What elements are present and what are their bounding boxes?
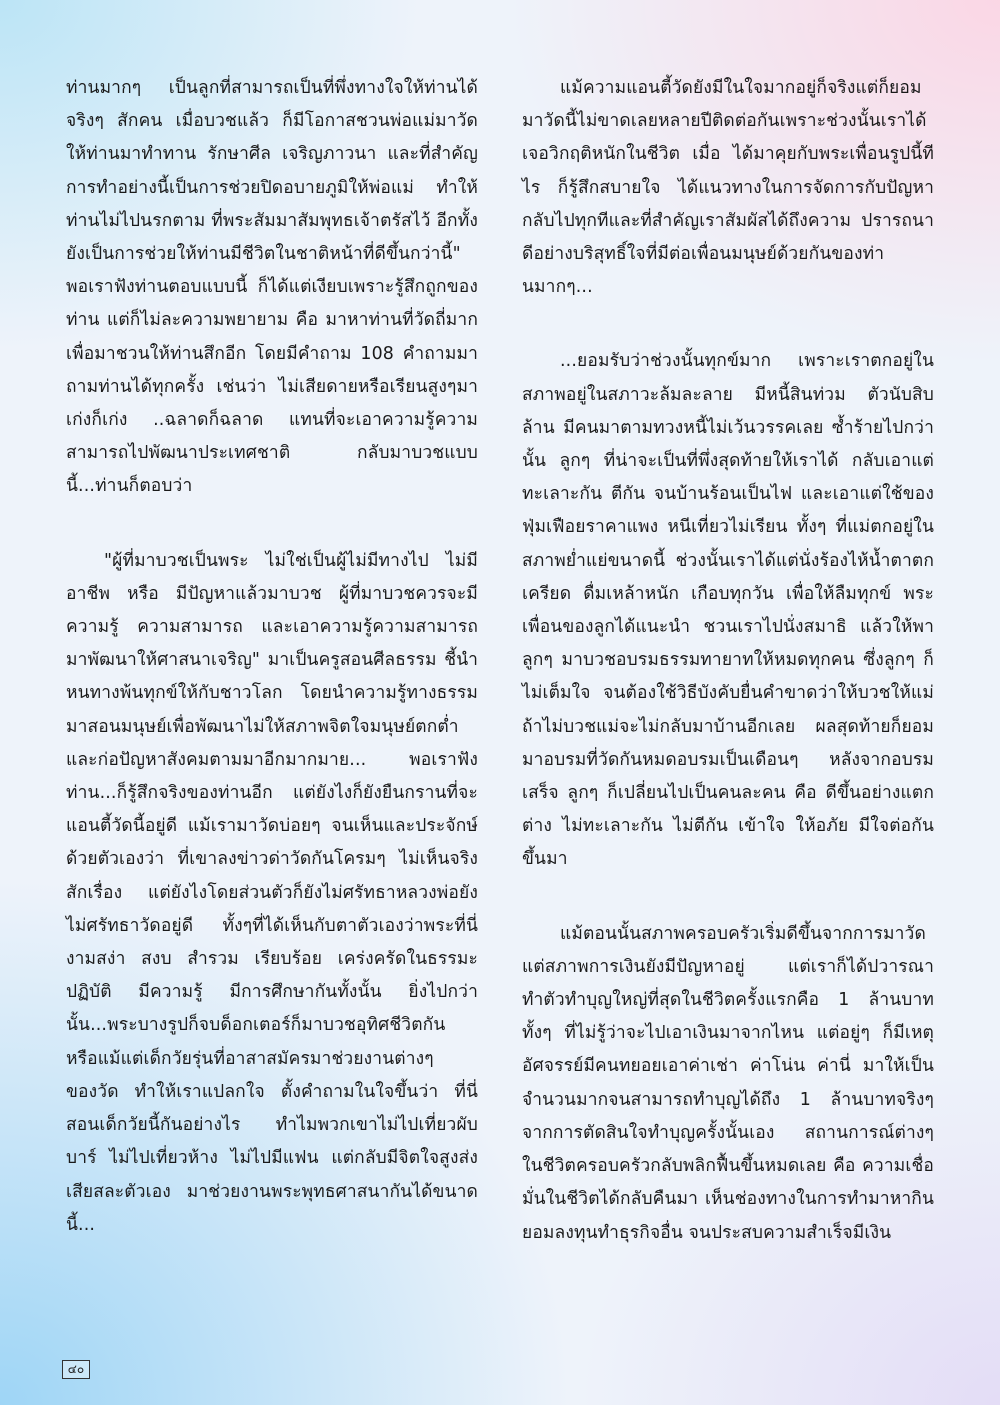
right-paragraph-1: แม้ความแอนตี้วัดยังมีในใจมากอยู่ก็จริงแต่ก็ยอมมาวัดนี้ไม่ขาดเลยหลายปีติดต่อกันเพราะช่วงนั้นเราได้เจอวิกฤติหนักในชีวิต เมื่อ ได้มาคุยกับพระเพื่อนรูปนี้ทีไร ก็รู้สึกสบายใจ ได้แนวทางในการจัดการกับปัญหากลับไปทุกทีและที่สำคัญเราสัมผัสได้ถึงความ ปรารถนาดีอย่างบริสุทธิ์ใจที่มีต่อเพื่อนมนุษย์ด้วยกันของท่านมากๆ... — [522, 78, 934, 298]
left-paragraph-2: "ผู้ที่มาบวชเป็นพระ ไม่ใช่เป็นผู้ไม่มีทางไป ไม่มีอาชีพ หรือ มีปัญหาแล้วมาบวช ผู้ที่มาบวชควรจะมีความรู้ ความสามารถ และเอาความรู้ความสามารถ มาพัฒนาให้ศาสนาเจริญ" มาเป็นครูสอนศีลธรรม ชี้นำหนทางพ้นทุกข์ให้กับชาวโลก โดยนำความรู้ทางธรรมมาสอนมนุษย์เพื่อพัฒนาไม่ให้สภาพจิตใจมนุษย์ตกต่ำ และก่อปัญหาสังคมตามมาอีกมากมาย... พอเราฟังท่าน...ก็รู้สึกจริงของท่านอีก แต่ยังไงก็ยังยืนกรานที่จะแอนตี้วัดนี้อยู่ดี แม้เรามาวัดบ่อยๆ จนเห็นและประจักษ์ด้วยตัวเองว่า ที่เขาลงข่าวด่าวัดกันโครมๆ ไม่เห็นจริงสักเรื่อง แต่ยังไงโดยส่วนตัวก็ยังไม่ศรัทธาหลวงพ่อยังไม่ศรัทธาวัดอยู่ดี ทั้งๆที่ได้เห็นกับตาตัวเองว่าพระที่นี่งามสง่า สงบ สำรวม เรียบร้อย เคร่งครัดในธรรมะปฏิบัติ มีความรู้ มีการศึกษากันทั้งนั้น ยิ่งไปกว่านั้น...พระบางรูปก็จบด็อกเตอร์ก็มาบวชอุทิศชีวิตกัน หรือแม้แต่เด็กวัยรุ่นที่อาสาสมัครมาช่วยงานต่างๆ ของวัด ทำให้เราแปลกใจ ตั้งคำถามในใจขึ้นว่า ที่นี่สอนเด็กวัยนี้กันอย่างไร ทำไมพวกเขาไม่ไปเที่ยวผับบาร์ ไม่ไปเที่ยวห้าง ไม่ไปมีแฟน แต่กลับมีจิตใจสูงส่ง เสียสละตัวเอง มาช่วยงานพระพุทธศาสนากันได้ขนาดนี้... — [66, 550, 478, 1235]
right-paragraph-3: แม้ตอนนั้นสภาพครอบครัวเริ่มดีขึ้นจากการมาวัด แต่สภาพการเงินยังมีปัญหาอยู่ แต่เราก็ได้ปวารณาทำตัวทำบุญใหญ่ที่สุดในชีวิตครั้งแรกคือ 1 ล้านบาท ทั้งๆ ที่ไม่รู้ว่าจะไปเอาเงินมาจากไหน แต่อยู่ๆ ก็มีเหตุอัศจรรย์มีคนทยอยเอาค่าเช่า ค่าโน่น ค่านี่ มาให้เป็นจำนวนมากจนสามารถทำบุญได้ถึง 1 ล้านบาทจริงๆ จากการตัดสินใจทำบุญครั้งนั้นเอง สถานการณ์ต่างๆ ในชีวิตครอบครัวกลับพลิกฟื้นขึ้นหมดเลย คือ ความเชื่อมั่นในชีวิตได้กลับคืนมา เห็นช่องทางในการทำมาหากิน ยอมลงทุนทำธุรกิจอื่น จนประสบความสำเร็จมีเงิน — [522, 923, 934, 1243]
left-paragraph-1: ท่านมากๆ เป็นลูกที่สามารถเป็นที่พึ่งทางใจให้ท่านได้จริงๆ สักคน เมื่อบวชแล้ว ก็มีโอกาสชวนพ่อแม่มาวัด ให้ท่านมาทำทาน รักษาศีล เจริญภาวนา และที่สำคัญการทำอย่างนี้เป็นการช่วยปิดอบายภูมิให้พ่อแม่ ทำให้ท่านไม่ไปนรกตาม ที่พระสัมมาสัมพุทธเจ้าตรัสไว้ อีกทั้งยังเป็นการช่วยให้ท่านมีชีวิตในชาติหน้าที่ดีขึ้นกว่านี้" พอเราฟังท่านตอบแบบนี้ ก็ได้แต่เงียบเพราะรู้สึกถูกของท่าน แต่ก็ไม่ละความพยายาม คือ มาหาท่านที่วัดถี่มากเพื่อมาชวนให้ท่านสึกอีก โดยมีคำถาม 108 คำถามมาถามท่านได้ทุกครั้ง เช่นว่า ไม่เสียดายหรือเรียนสูงๆมา เก่งก็เก่ง ..ฉลาดก็ฉลาด แทนที่จะเอาความรู้ความสามารถไปพัฒนาประเทศชาติ กลับมาบวชแบบนี้...ท่านก็ตอบว่า — [66, 78, 478, 497]
page-number: ๔๐ — [62, 1360, 90, 1379]
left-column — [66, 72, 478, 1283]
right-column — [522, 72, 934, 1291]
right-paragraph-2: ...ยอมรับว่าช่วงนั้นทุกข์มาก เพราะเราตกอยู่ในสภาพอยู่ในสภาวะล้มละลาย มีหนี้สินท่วม ตัวนับสิบล้าน มีคนมาตามทวงหนี้ไม่เว้นวรรคเลย ซ้ำร้ายไปกว่านั้น ลูกๆ ที่น่าจะเป็นที่พึ่งสุดท้ายให้เราได้ กลับเอาแต่ทะเลาะกัน ตีกัน จนบ้านร้อนเป็นไฟ และเอาแต่ใช้ของฟุ่มเฟือยราคาแพง หนีเที่ยวไม่เรียน ทั้งๆ ที่แม่ตกอยู่ในสภาพย่ำแย่ขนาดนี้ ช่วงนั้นเราได้แต่นั่งร้องไห้น้ำตาตก เครียด ดื่มเหล้าหนัก เกือบทุกวัน เพื่อให้ลืมทุกข์ พระเพื่อนของลูกได้แนะนำ ชวนเราไปนั่งสมาธิ แล้วให้พาลูกๆ มาบวชอบรมธรรมทายาทให้หมดทุกคน ซึ่งลูกๆ ก็ไม่เต็มใจ จนต้องใช้วิธีบังคับยื่นคำขาดว่าให้บวชให้แม่ ถ้าไม่บวชแม่จะไม่กลับมาบ้านอีกเลย ผลสุดท้ายก็ยอมมาอบรมที่วัดกันหมดอบรมเป็นเดือนๆ หลังจากอบรมเสร็จ ลูกๆ ก็เปลี่ยนไปเป็นคนละคน คือ ดีขึ้นอย่างแตกต่าง ไม่ทะเลาะกัน ไม่ตีกัน เข้าใจ ให้อภัย มีใจต่อกันขึ้นมา — [522, 351, 934, 870]
